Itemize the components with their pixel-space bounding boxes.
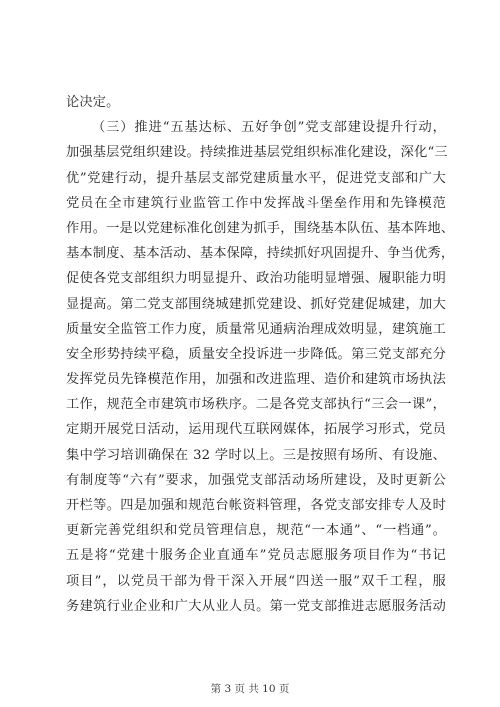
text-line: 基本制度、基本活动、基本保障，持续抓好巩固提升、争当优秀，	[66, 246, 455, 262]
text-line: 定期开展党日活动，运用现代互联网媒体，拓展学习形式，党员	[66, 422, 446, 438]
text-line: 党员在全市建筑行业监管工作中发挥战斗堡垒作用和先锋模范	[66, 195, 446, 211]
text-line: 有制度等“六有”要求，加强党支部活动场所建设，及时更新公	[66, 472, 446, 488]
text-line: 更新完善党组织和党员管理信息，规范“一本通”、“一档通”。	[66, 523, 446, 539]
text-line: 发挥党员先锋模范作用，加强和改进监理、造价和建筑市场执法	[66, 372, 446, 388]
section-heading-line: （三）推进“五基达标、五好争创”党支部建设提升行动，	[92, 120, 446, 136]
text-line: 加强基层党组织建设。持续推进基层党组织标准化建设，深化“三	[66, 145, 448, 161]
page-number-footer: 第 3 页 共 10 页	[210, 683, 290, 695]
text-line: 质量安全监管工作力度，质量常见通病治理成效明显，建筑施工	[66, 321, 446, 337]
text-line: 论决定。	[66, 95, 120, 110]
text-line: 开栏等。四是加强和规范台帐资料管理，各党支部安排专人及时	[66, 498, 446, 513]
text-line: 工作，规范全市建筑市场秩序。二是各党支部执行“三会一课”，	[66, 397, 446, 413]
text-line: 安全形势持续平稳，质量安全投诉进一步降低。第三党支部充分	[66, 346, 446, 362]
body-text	[66, 90, 455, 619]
text-line: 显提高。第二党支部围绕城建抓党建设、抓好党建促城建，加大	[66, 296, 446, 312]
text-line: 集中学习培训确保在 32 学时以上。三是按照有场所、有设施、	[66, 447, 446, 463]
text-line: 五是将“党建十服务企业直通车”党员志愿服务项目作为“书记	[66, 548, 446, 564]
text-line: 项目”，以党员干部为骨干深入开展“四送一服”双千工程，服	[66, 573, 446, 589]
text-line: 务建筑行业企业和广大从业人员。第一党支部推进志愿服务活动	[66, 598, 446, 614]
text-line: 优”党建行动，提升基层支部党建质量水平，促进党支部和广大	[66, 170, 446, 186]
text-line: 作用。一是以党建标准化创建为抓手，围绕基本队伍、基本阵地、	[66, 220, 455, 236]
text-line: 促使各党支部组织力明显提升、政治功能明显增强、履职能力明	[66, 271, 446, 287]
